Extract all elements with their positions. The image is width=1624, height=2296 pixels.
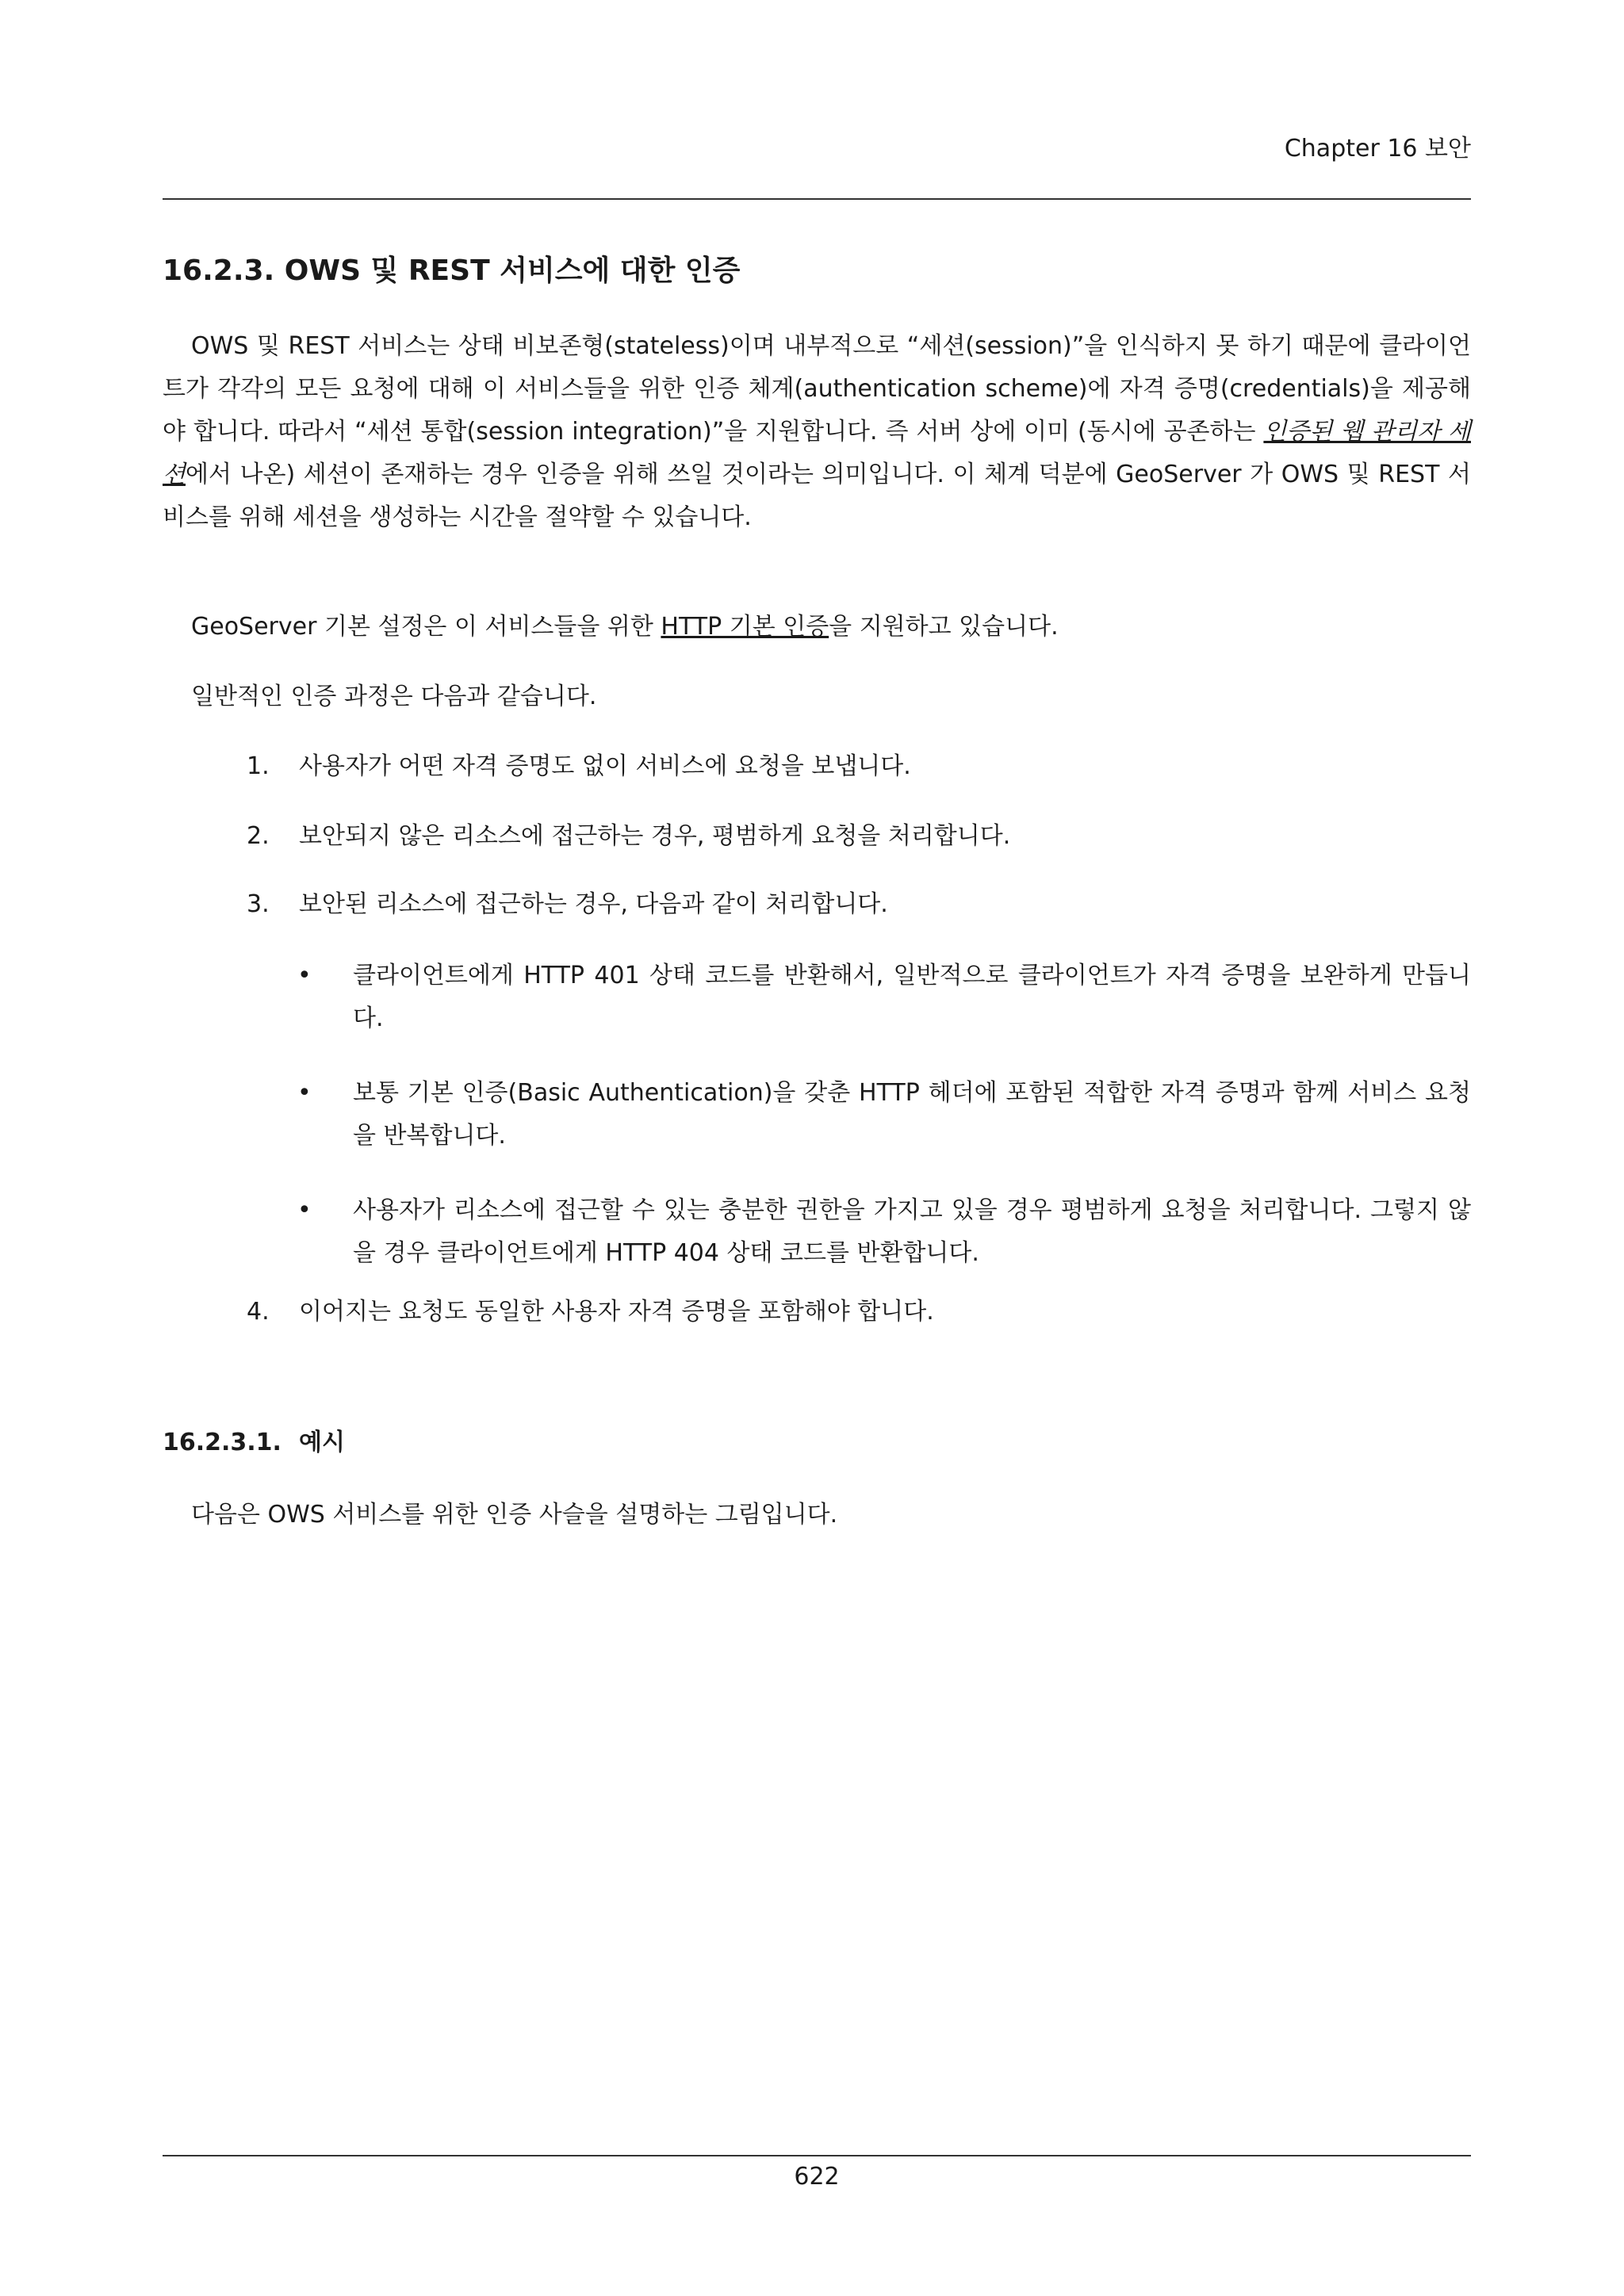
list-number: 2. [247, 822, 270, 850]
list-item-text: 사용자가 어떤 자격 증명도 없이 서비스에 요청을 보냅니다. [299, 752, 911, 780]
page-number: 622 [794, 2163, 840, 2191]
bullet-icon: • [297, 962, 312, 989]
paragraph-basic-auth-part2: 을 지원하고 있습니다. [829, 613, 1059, 641]
paragraph-process-intro: 일반적인 인증 과정은 다음과 같습니다. [191, 683, 597, 710]
subsection-number: 16.2.3.1. [163, 1429, 282, 1456]
web-admin-session-link[interactable]: 인증된 웹 관리자 세션 [163, 418, 1471, 488]
bullet-item-text: 보통 기본 인증(Basic Authentication)을 갖춘 HTTP 헤더에 포함된 적합한 자격 증명과 함께 서비스 요청을 반복합니다. [353, 1079, 1471, 1150]
subsection-title: 예시 [299, 1429, 345, 1456]
paragraph-basic-auth [163, 606, 1471, 649]
section-heading: 16.2.3. OWS 및 REST 서비스에 대한 인증 [163, 254, 741, 287]
list-item-text: 보안된 리소스에 접근하는 경우, 다음과 같이 처리합니다. [299, 890, 888, 918]
http-basic-auth-link[interactable]: HTTP 기본 인증 [661, 613, 829, 641]
paragraph-intro [163, 325, 1471, 539]
list-item-text: 보안되지 않은 리소스에 접근하는 경우, 평범하게 요청을 처리합니다. [299, 822, 1011, 850]
list-number: 1. [247, 752, 270, 780]
subsection-heading [163, 1424, 1471, 1462]
header-divider [163, 198, 1471, 200]
paragraph-example: 다음은 OWS 서비스를 위한 인증 사슬을 설명하는 그림입니다. [191, 1501, 838, 1529]
footer-divider [163, 2155, 1471, 2156]
list-number: 3. [247, 890, 270, 918]
bullet-item-text: 클라이언트에게 HTTP 401 상태 코드를 반환해서, 일반적으로 클라이언트가 자격 증명을 보완하게 만듭니다. [353, 962, 1471, 1032]
paragraph-intro-part2: 에서 나온) 세션이 존재하는 경우 인증을 위해 쓰일 것이라는 의미입니다. 이 체계 덕분에 GeoServer 가 OWS 및 REST 서비스를 위해 세션을 생성하는 시간을 절약할 수 있습니다. [163, 461, 1471, 531]
running-header: Chapter 16 보안 [1284, 135, 1471, 163]
bullet-icon: • [297, 1196, 312, 1224]
paragraph-basic-auth-part1: GeoServer 기본 설정은 이 서비스들을 위한 [191, 613, 661, 641]
bullet-item-text: 사용자가 리소스에 접근할 수 있는 충분한 권한을 가지고 있을 경우 평범하게 요청을 처리합니다. 그렇지 않을 경우 클라이언트에게 HTTP 404 상태 코드를 반환합니다. [353, 1196, 1471, 1267]
paragraph-intro-part1: OWS 및 REST 서비스는 상태 비보존형(stateless)이며 내부적으로 “세션(session)”을 인식하지 못 하기 때문에 클라이언트가 각각의 모든 요청에 대해 이 서비스들을 위한 인증 체계(authentication scheme)에 자격 증명(credentials)을 제공해야 합니다. 따라서 “세션 통합(session integration)”을 지원합니다. 즉 서버 상에 이미 (동시에 공존하는 [163, 332, 1471, 446]
list-item-text: 이어지는 요청도 동일한 사용자 자격 증명을 포함해야 합니다. [299, 1298, 934, 1326]
bullet-icon: • [297, 1079, 312, 1107]
list-number: 4. [247, 1298, 270, 1326]
